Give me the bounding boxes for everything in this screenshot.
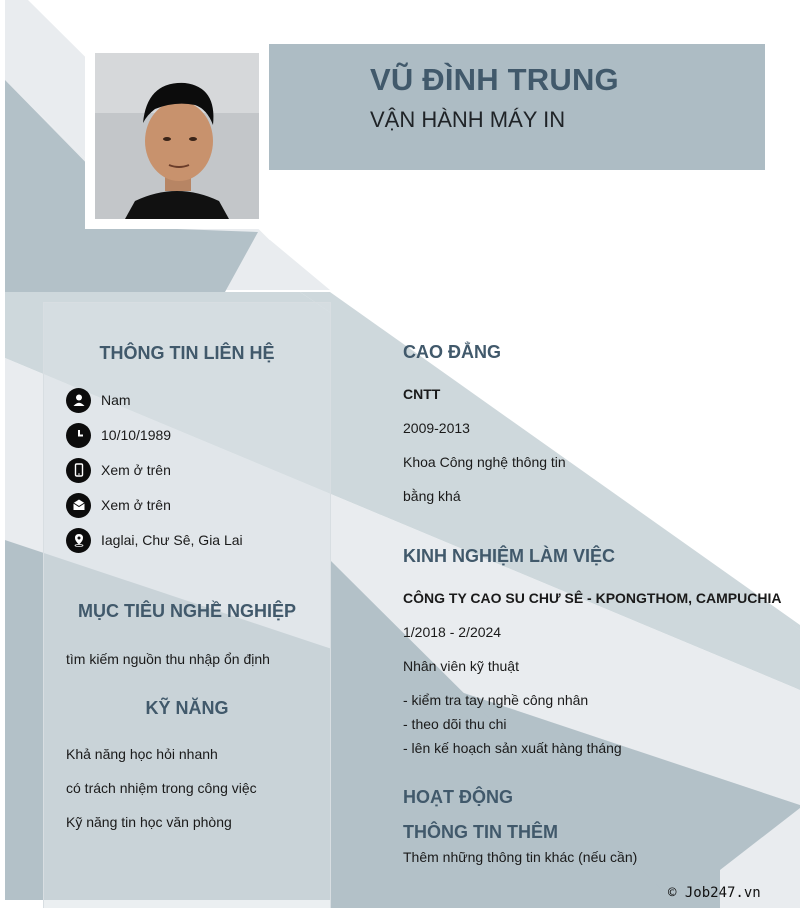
mail-icon [66,493,91,518]
contact-address-text: Iaglai, Chư Sê, Gia Lai [101,532,243,548]
objective-text: tìm kiếm nguồn thu nhập ổn định [66,651,270,667]
contact-birthdate [66,422,171,448]
contact-email [66,492,171,518]
contact-address [66,527,243,553]
experience-period: 1/2018 - 2/2024 [403,624,502,640]
contact-email-text: Xem ở trên [101,497,171,513]
contact-heading: THÔNG TIN LIÊN HỆ [99,343,275,363]
location-pin-icon [66,528,91,553]
education-period: 2009-2013 [403,420,470,436]
experience-duty: - kiểm tra tay nghề công nhân [403,692,589,708]
clock-icon [66,423,91,448]
experience-duty: - theo dõi thu chi [403,716,507,732]
education-grade: bằng khá [403,488,461,504]
copyright-footer: © Job247.vn [668,885,761,901]
education-major: CNTT [403,386,441,402]
phone-icon [66,458,91,483]
contact-gender-text: Nam [101,392,131,408]
contact-birthdate-text: 10/10/1989 [101,427,172,443]
activities-heading: HOẠT ĐỘNG [403,787,513,807]
more-info-text: Thêm những thông tin khác (nếu cần) [403,849,638,865]
avatar [95,53,259,219]
person-icon [66,388,91,413]
candidate-name: VŨ ĐÌNH TRUNG [370,62,619,97]
skill-item: có trách nhiệm trong công việc [66,780,257,796]
more-info-heading: THÔNG TIN THÊM [403,822,558,842]
contact-gender [66,387,131,413]
experience-duty: - lên kế hoạch sản xuất hàng tháng [403,740,622,756]
contact-phone-text: Xem ở trên [101,462,171,478]
job-title: VẬN HÀNH MÁY IN [370,107,566,132]
skill-item: Kỹ năng tin học văn phòng [66,814,232,830]
objective-heading: MỤC TIÊU NGHỀ NGHIỆP [77,601,296,621]
education-heading: CAO ĐẲNG [403,342,501,362]
education-school: Khoa Công nghệ thông tin [403,454,566,470]
experience-company: CÔNG TY CAO SU CHƯ SÊ - KPONGTHOM, CAMPUCHIA [403,590,782,606]
contact-phone [66,457,171,483]
profile-photo [95,53,259,219]
skill-item: Khả năng học hỏi nhanh [66,746,218,762]
skills-heading: KỸ NĂNG [145,698,229,718]
experience-heading: KINH NGHIỆM LÀM VIỆC [403,546,616,566]
experience-position: Nhân viên kỹ thuật [403,658,519,674]
